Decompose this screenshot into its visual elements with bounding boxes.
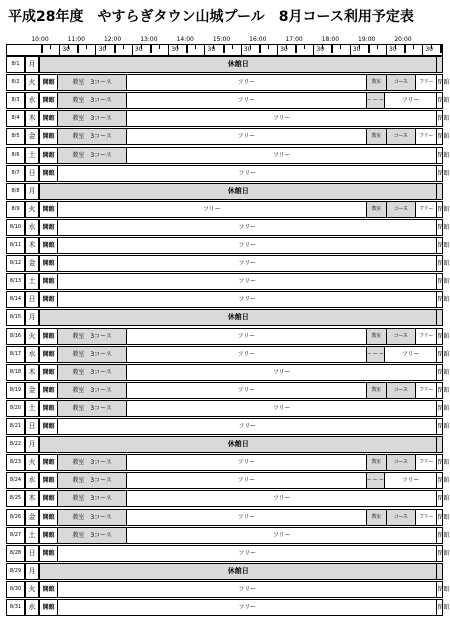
weekday-cell: 日: [25, 545, 39, 562]
date-cell: 8/16: [6, 328, 25, 345]
free-slot: フリー: [126, 527, 437, 544]
open-cell: 開館: [39, 418, 58, 435]
ruler-tick: [313, 45, 314, 56]
closed-end-cell: [436, 56, 443, 73]
half-hour-label: 30: [98, 46, 107, 53]
ruler-tick: [250, 45, 251, 49]
free-slot: フリー: [126, 490, 437, 507]
half-hour-label: 30: [171, 46, 179, 53]
hour-label: 18:00: [321, 36, 340, 43]
ruler-tick: [68, 45, 69, 49]
schedule-row: [6, 509, 450, 526]
ruler-tick: [286, 45, 287, 49]
ruler-tick: [331, 45, 333, 53]
schedule-row: [6, 219, 450, 236]
free-slot: フリー: [126, 147, 437, 164]
date-cell: 8/30: [6, 581, 25, 598]
date-cell: 8/22: [6, 436, 25, 453]
free-slot: フリー: [57, 599, 437, 616]
schedule-row: [6, 183, 443, 200]
schedule-row: [6, 472, 450, 489]
ruler-tick: [322, 45, 323, 49]
date-cell: 8/2: [6, 74, 25, 91]
close-cell: 閉館: [436, 273, 443, 290]
close-cell: 閉館: [436, 454, 443, 471]
ruler-tick: [213, 45, 214, 49]
weekday-cell: 水: [25, 92, 39, 109]
date-cell: 8/19: [6, 382, 25, 399]
date-cell: 8/21: [6, 418, 25, 435]
ruler-tick: [241, 45, 242, 56]
schedule-row: [6, 309, 443, 326]
schedule-row: [6, 454, 450, 471]
open-cell: 開館: [39, 147, 58, 164]
ruler-tick: [114, 45, 116, 53]
free-slot: フリー: [415, 509, 438, 526]
free-slot: フリー: [126, 400, 437, 417]
weekday-cell: 水: [25, 219, 39, 236]
ruler-tick: [277, 45, 278, 56]
date-cell: 8/7: [6, 165, 25, 182]
schedule-row: [6, 92, 450, 109]
weekday-cell: 木: [25, 237, 39, 254]
lesson-slot: 教室 3コース: [57, 346, 127, 363]
date-cell: 8/1: [6, 56, 25, 73]
open-cell: 開館: [39, 219, 58, 236]
ruler-tick: [86, 45, 87, 49]
lesson-slot: 教室: [366, 454, 387, 471]
lesson-slot: 教室 3コース: [57, 92, 127, 109]
ruler-tick: [223, 45, 225, 53]
closed-day-cell: 休館日: [39, 56, 437, 73]
ruler-tick: [232, 45, 233, 49]
hour-label: 15:00: [212, 36, 231, 43]
free-slot: フリー: [415, 328, 438, 345]
lesson-slot: 教室 3コース: [57, 74, 127, 91]
close-cell: 閉館: [436, 382, 443, 399]
schedule-row: [6, 382, 450, 399]
weekday-cell: 土: [25, 147, 39, 164]
lesson-slot: コース: [386, 509, 416, 526]
schedule-row: [6, 291, 450, 308]
lesson-slot: ー ー ー: [366, 472, 385, 489]
closed-end-cell: [436, 183, 443, 200]
schedule-row: [6, 418, 450, 435]
hour-label: 13:00: [140, 36, 158, 43]
schedule-row: [6, 255, 450, 272]
date-cell: 8/15: [6, 309, 25, 326]
close-cell: 閉館: [436, 165, 443, 182]
lesson-slot: コース: [386, 382, 416, 399]
ruler-tick: [413, 45, 414, 49]
lesson-slot: 教室 3コース: [57, 527, 127, 544]
weekday-cell: 木: [25, 110, 39, 127]
date-cell: 8/23: [6, 454, 25, 471]
schedule-row: [6, 328, 450, 345]
weekday-cell: 月: [25, 563, 39, 580]
open-cell: 開館: [39, 237, 58, 254]
open-cell: 開館: [39, 201, 58, 218]
schedule-row: [6, 581, 450, 598]
weekday-cell: 土: [25, 527, 39, 544]
ruler-tick: [150, 45, 152, 53]
ruler-tick: [204, 45, 205, 56]
weekday-cell: 火: [25, 74, 39, 91]
ruler-tick: [177, 45, 178, 49]
free-slot: フリー: [415, 201, 438, 218]
date-cell: 8/28: [6, 545, 25, 562]
ruler-tick: [359, 45, 360, 49]
hour-label: 16:00: [249, 36, 267, 43]
lesson-slot: 教室: [366, 201, 387, 218]
schedule-row: [6, 273, 450, 290]
schedule-row: [6, 128, 450, 145]
ruler-tick: [195, 45, 196, 49]
date-cell: 8/18: [6, 364, 25, 381]
free-slot: フリー: [57, 291, 437, 308]
open-cell: 開館: [39, 92, 58, 109]
date-cell: 8/27: [6, 527, 25, 544]
open-cell: 開館: [39, 472, 58, 489]
free-slot: フリー: [126, 382, 367, 399]
hour-label: 14:00: [176, 36, 194, 43]
date-cell: 8/29: [6, 563, 25, 580]
closed-day-cell: 休館日: [39, 436, 437, 453]
open-cell: 開館: [39, 581, 58, 598]
close-cell: 閉館: [436, 599, 443, 616]
half-hour-label: 30: [134, 46, 143, 53]
half-hour-label: 30: [316, 46, 325, 53]
weekday-cell: 日: [25, 165, 39, 182]
page-title: 平成28年度 やすらぎタウン山城プール 8月コース利用予定表: [8, 9, 414, 25]
weekday-cell: 月: [25, 183, 39, 200]
weekday-cell: 土: [25, 400, 39, 417]
schedule-row: [6, 545, 450, 562]
schedule-row: [6, 364, 450, 381]
close-cell: 閉館: [436, 201, 443, 218]
free-slot: フリー: [126, 74, 367, 91]
close-cell: 閉館: [436, 418, 443, 435]
free-slot: フリー: [415, 382, 438, 399]
weekday-cell: 月: [25, 436, 39, 453]
lesson-slot: 教室: [366, 509, 387, 526]
close-cell: 閉館: [436, 346, 443, 363]
schedule-row: [6, 56, 443, 73]
open-cell: 開館: [39, 128, 58, 145]
date-cell: 8/20: [6, 400, 25, 417]
closed-end-cell: [436, 309, 443, 326]
free-slot: フリー: [126, 110, 437, 127]
ruler-tick: [377, 45, 378, 49]
lesson-slot: 教室 3コース: [57, 382, 127, 399]
close-cell: 閉館: [436, 400, 443, 417]
weekday-cell: 月: [25, 309, 39, 326]
lesson-slot: コース: [386, 128, 416, 145]
open-cell: 開館: [39, 599, 58, 616]
schedule-row: [6, 201, 450, 218]
close-cell: 閉館: [436, 509, 443, 526]
weekday-cell: 土: [25, 273, 39, 290]
open-cell: 開館: [39, 454, 58, 471]
lesson-slot: 教室 3コース: [57, 147, 127, 164]
date-cell: 8/14: [6, 291, 25, 308]
close-cell: 閉館: [436, 92, 443, 109]
closed-day-cell: 休館日: [39, 183, 437, 200]
close-cell: 閉館: [436, 128, 443, 145]
lesson-slot: 教室 3コース: [57, 490, 127, 507]
date-cell: 8/24: [6, 472, 25, 489]
lesson-slot: 教室: [366, 74, 387, 91]
weekday-cell: 金: [25, 382, 39, 399]
open-cell: 開館: [39, 110, 58, 127]
ruler-tick: [105, 45, 106, 49]
free-slot: フリー: [57, 201, 367, 218]
schedule-row: [6, 110, 450, 127]
date-cell: 8/25: [6, 490, 25, 507]
free-slot: フリー: [126, 92, 367, 109]
ruler-tick: [41, 45, 43, 53]
ruler-tick: [50, 45, 51, 49]
schedule-row: [6, 563, 443, 580]
free-slot: フリー: [415, 74, 438, 91]
ruler-tick: [422, 45, 423, 56]
closed-day-cell: 休館日: [39, 563, 437, 580]
lesson-slot: コース: [386, 454, 416, 471]
free-slot: フリー: [57, 165, 437, 182]
weekday-cell: 木: [25, 490, 39, 507]
closed-end-cell: [436, 436, 443, 453]
close-cell: 閉館: [436, 328, 443, 345]
ruler-tick: [350, 45, 351, 56]
ruler-tick: [386, 45, 387, 56]
free-slot: フリー: [126, 128, 367, 145]
ruler-tick: [431, 45, 432, 49]
hour-label: 11:00: [67, 36, 85, 43]
open-cell: 開館: [39, 328, 58, 345]
ruler-tick: [186, 45, 188, 53]
ruler-tick: [440, 45, 442, 53]
date-cell: 8/26: [6, 509, 25, 526]
open-cell: 開館: [39, 165, 58, 182]
hour-label: 12:00: [103, 36, 122, 43]
date-cell: 8/12: [6, 255, 25, 272]
weekday-cell: 火: [25, 581, 39, 598]
close-cell: 閉館: [436, 364, 443, 381]
ruler-tick: [340, 45, 341, 49]
close-cell: 閉館: [436, 527, 443, 544]
weekday-cell: 水: [25, 472, 39, 489]
ruler-tick: [95, 45, 96, 56]
open-cell: 開館: [39, 509, 58, 526]
date-cell: 8/4: [6, 110, 25, 127]
weekday-cell: 木: [25, 364, 39, 381]
lesson-slot: 教室 3コース: [57, 110, 127, 127]
lesson-slot: コース: [386, 74, 416, 91]
close-cell: 閉館: [436, 74, 443, 91]
open-cell: 開館: [39, 74, 58, 91]
weekday-cell: 火: [25, 454, 39, 471]
schedule-row: [6, 436, 443, 453]
weekday-cell: 火: [25, 328, 39, 345]
hour-label: 17:00: [285, 36, 303, 43]
hour-label: 20:00: [394, 36, 412, 43]
date-cell: 8/6: [6, 147, 25, 164]
weekday-cell: 水: [25, 346, 39, 363]
ruler-tick: [395, 45, 396, 49]
schedule-row: [6, 490, 450, 507]
free-slot: フリー: [126, 454, 367, 471]
free-slot: フリー: [57, 545, 437, 562]
lesson-slot: ー ー ー: [366, 346, 385, 363]
date-cell: 8/11: [6, 237, 25, 254]
open-cell: 開館: [39, 400, 58, 417]
half-hour-label: 30: [425, 46, 433, 53]
free-slot: フリー: [57, 255, 437, 272]
half-hour-label: 30: [243, 46, 252, 53]
free-slot: フリー: [57, 237, 437, 254]
lesson-slot: 教室 3コース: [57, 509, 127, 526]
open-cell: 開館: [39, 346, 58, 363]
open-cell: 開館: [39, 273, 58, 290]
open-cell: 開館: [39, 490, 58, 507]
ruler-tick: [159, 45, 160, 49]
close-cell: 閉館: [436, 255, 443, 272]
lesson-slot: 教室 3コース: [57, 328, 127, 345]
date-cell: 8/3: [6, 92, 25, 109]
weekday-cell: 金: [25, 128, 39, 145]
hour-label: 19:00: [358, 36, 376, 43]
close-cell: 閉館: [436, 490, 443, 507]
free-slot: フリー: [57, 219, 437, 236]
date-cell: 8/17: [6, 346, 25, 363]
lesson-slot: 教室 3コース: [57, 400, 127, 417]
close-cell: 閉館: [436, 147, 443, 164]
half-hour-label: 30: [62, 46, 70, 53]
half-hour-label: 30: [352, 46, 361, 53]
date-cell: 8/13: [6, 273, 25, 290]
free-slot: フリー: [57, 581, 437, 598]
weekday-cell: 火: [25, 201, 39, 218]
half-hour-label: 30: [389, 46, 397, 53]
weekday-cell: 月: [25, 56, 39, 73]
lesson-slot: 教室 3コース: [57, 454, 127, 471]
schedule-row: [6, 237, 450, 254]
ruler-tick: [59, 45, 60, 56]
closed-end-cell: [436, 563, 443, 580]
closed-day-cell: 休館日: [39, 309, 437, 326]
free-slot: フリー: [126, 328, 367, 345]
ruler-tick: [268, 45, 269, 49]
open-cell: 開館: [39, 255, 58, 272]
close-cell: 閉館: [436, 581, 443, 598]
lesson-slot: 教室 3コース: [57, 128, 127, 145]
free-slot: フリー: [126, 364, 437, 381]
half-hour-label: 30: [207, 46, 216, 53]
ruler-tick: [404, 45, 406, 53]
open-cell: 開館: [39, 364, 58, 381]
half-hour-label: 30: [280, 46, 288, 53]
ruler-tick: [132, 45, 133, 56]
lesson-slot: コース: [386, 328, 416, 345]
free-slot: フリー: [415, 128, 438, 145]
free-slot: フリー: [57, 273, 437, 290]
open-cell: 開館: [39, 527, 58, 544]
weekday-cell: 日: [25, 418, 39, 435]
schedule-row: [6, 527, 450, 544]
schedule-row: [6, 599, 450, 616]
ruler-tick: [259, 45, 261, 53]
free-slot: フリー: [384, 472, 438, 489]
free-slot: フリー: [126, 472, 367, 489]
free-slot: フリー: [126, 346, 367, 363]
date-cell: 8/10: [6, 219, 25, 236]
close-cell: 閉館: [436, 110, 443, 127]
open-cell: 開館: [39, 545, 58, 562]
lesson-slot: ー ー ー: [366, 92, 385, 109]
close-cell: 閉館: [436, 291, 443, 308]
close-cell: 閉館: [436, 237, 443, 254]
ruler-tick: [368, 45, 370, 53]
free-slot: フリー: [415, 454, 438, 471]
ruler-tick: [77, 45, 79, 53]
open-cell: 開館: [39, 291, 58, 308]
open-cell: 開館: [39, 382, 58, 399]
lesson-slot: 教室 3コース: [57, 364, 127, 381]
lesson-slot: 教室: [366, 328, 387, 345]
weekday-cell: 日: [25, 291, 39, 308]
date-cell: 8/9: [6, 201, 25, 218]
lesson-slot: 教室: [366, 382, 387, 399]
close-cell: 閉館: [436, 472, 443, 489]
hour-label: 10:00: [31, 36, 49, 43]
weekday-cell: 金: [25, 255, 39, 272]
date-cell: 8/8: [6, 183, 25, 200]
weekday-cell: 金: [25, 509, 39, 526]
schedule-row: [6, 165, 450, 182]
ruler-tick: [295, 45, 297, 53]
free-slot: フリー: [126, 509, 367, 526]
date-cell: 8/31: [6, 599, 25, 616]
free-slot: フリー: [384, 92, 438, 109]
weekday-cell: 水: [25, 599, 39, 616]
lesson-slot: 教室: [366, 128, 387, 145]
ruler-tick: [141, 45, 142, 49]
schedule-row: [6, 400, 450, 417]
ruler-tick: [123, 45, 124, 49]
schedule-row: [6, 346, 450, 363]
lesson-slot: コース: [386, 201, 416, 218]
schedule-row: [6, 147, 450, 164]
lesson-slot: 教室 3コース: [57, 472, 127, 489]
ruler-tick: [168, 45, 169, 56]
time-ruler: [6, 44, 443, 56]
schedule-row: [6, 74, 450, 91]
free-slot: フリー: [57, 418, 437, 435]
ruler-tick: [304, 45, 305, 49]
free-slot: フリー: [384, 346, 438, 363]
date-cell: 8/5: [6, 128, 25, 145]
close-cell: 閉館: [436, 219, 443, 236]
close-cell: 閉館: [436, 545, 443, 562]
